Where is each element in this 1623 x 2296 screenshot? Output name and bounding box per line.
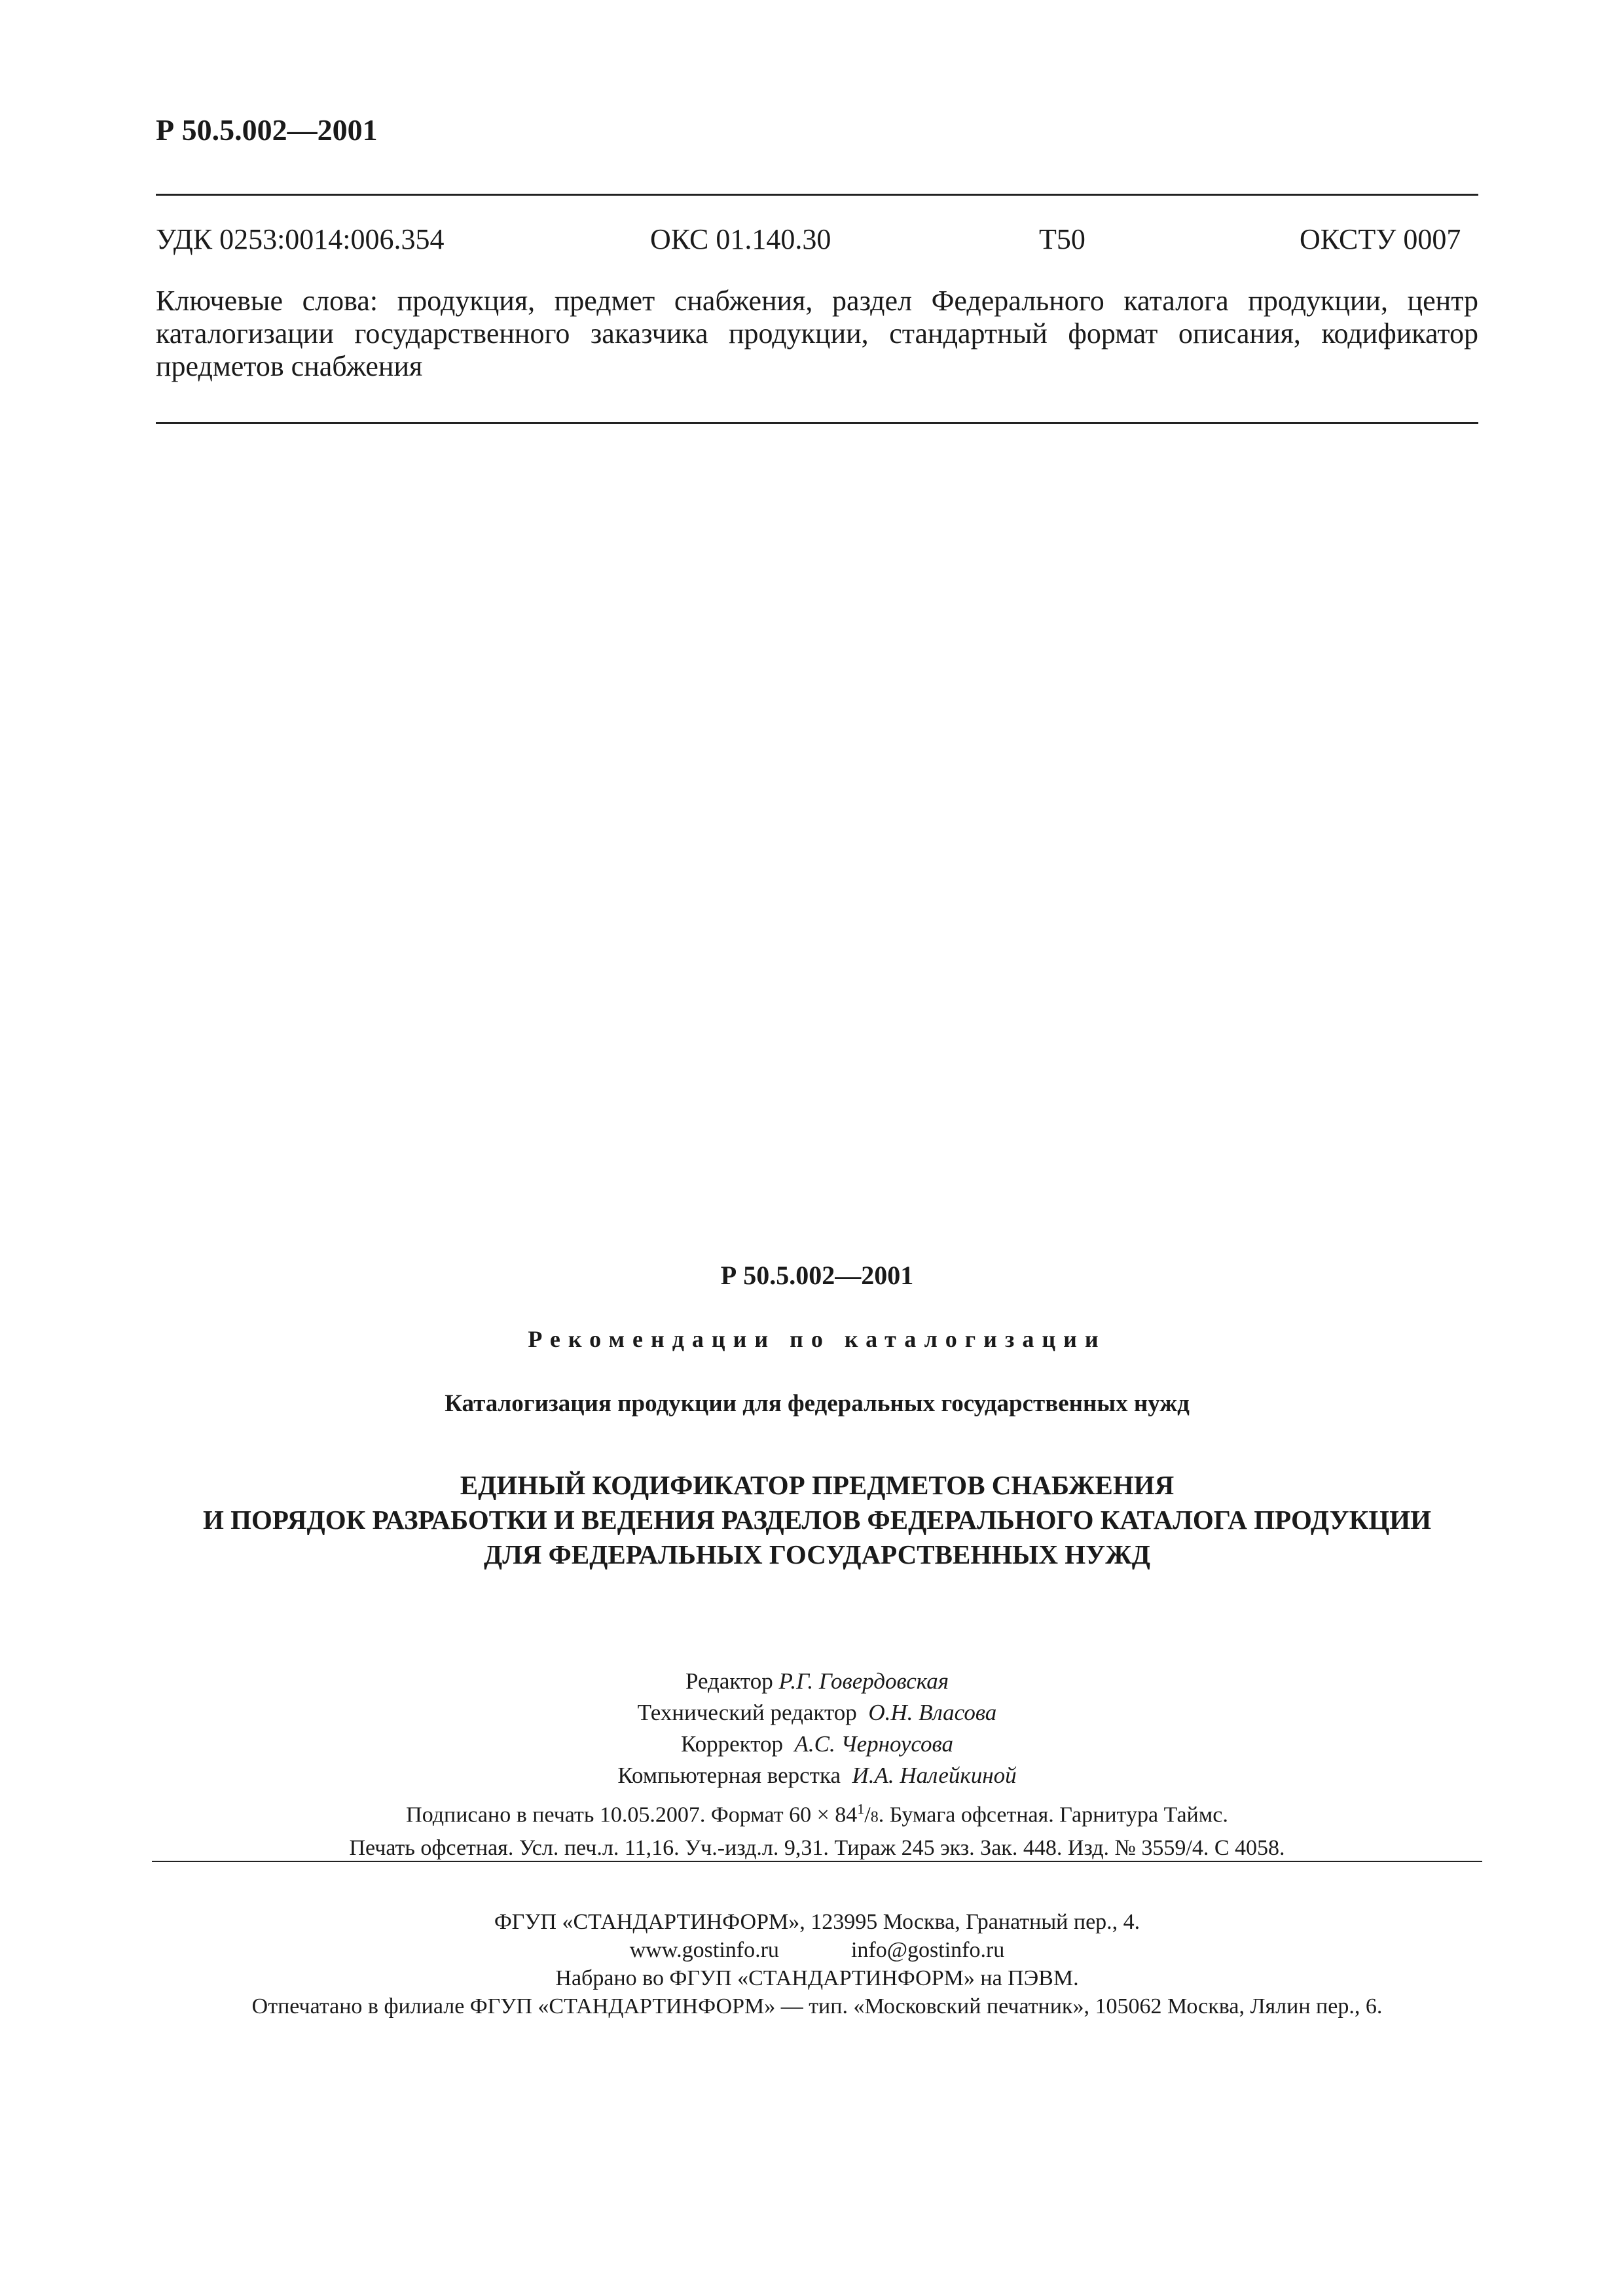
publisher-contacts (156, 1936, 1478, 1964)
print-line-1 (156, 1793, 1478, 1833)
credit-role: Технический редактор (637, 1700, 857, 1725)
title-line: И ПОРЯДОК РАЗРАБОТКИ И ВЕДЕНИЯ РАЗДЕЛОВ ФЕДЕРАЛЬНОГО КАТАЛОГА ПРОДУКЦИИ (202, 1505, 1432, 1535)
okstu-code: ОКСТУ 0007 (1300, 223, 1461, 255)
top-rule (156, 194, 1478, 196)
credit-name: Р.Г. Говердовская (778, 1668, 949, 1694)
keywords-paragraph: Ключевые слова: продукция, предмет снабжения, раздел Федерального каталога продукции, центр каталогизации государственного заказчика продукции, стандартный формат описания, кодификатор предметов снабжения (156, 285, 1478, 382)
format-sup: 1 (857, 1801, 865, 1817)
document-main-title (156, 1468, 1478, 1572)
document-subtitle: Каталогизация продукции для федеральных государственных нужд (445, 1390, 1190, 1417)
credit-name: А.С. Черноусова (794, 1731, 953, 1757)
keywords-rule (156, 422, 1478, 424)
publisher-website: www.gostinfo.ru (629, 1938, 779, 1962)
format-slash: / (864, 1803, 871, 1827)
credit-role: Компьютерная верстка (617, 1763, 841, 1788)
udk-code: УДК 0253:0014:006.354 (156, 223, 445, 255)
colophon-doc-code: Р 50.5.002—2001 (720, 1261, 914, 1290)
format-sub: 8 (870, 1808, 879, 1826)
title-line: ЕДИНЫЙ КОДИФИКАТОР ПРЕДМЕТОВ СНАБЖЕНИЯ (460, 1470, 1175, 1500)
typeset-note: Набрано во ФГУП «СТАНДАРТИНФОРМ» на ПЭВМ. (555, 1966, 1079, 1990)
title-line: ДЛЯ ФЕДЕРАЛЬНЫХ ГОСУДАРСТВЕННЫХ НУЖД (484, 1539, 1150, 1570)
credit-role: Редактор (685, 1668, 773, 1694)
series-title: Рекомендации по каталогизации (528, 1326, 1106, 1352)
credit-editor (156, 1666, 1478, 1697)
print-details (156, 1793, 1478, 1863)
print-text: Подписано в печать 10.05.2007. Формат 60 × 84 (406, 1803, 858, 1827)
credit-corrector (156, 1729, 1478, 1760)
print-text: . Бумага офсетная. Гарнитура Таймс. (878, 1803, 1228, 1827)
print-line-2: Печать офсетная. Усл. печ.л. 11,16. Уч.-изд.л. 9,31. Тираж 245 экз. Зак. 448. Изд. № 3559/4. С 4058. (349, 1836, 1285, 1861)
group-code: Т50 (1039, 223, 1085, 255)
publisher-rule (152, 1861, 1482, 1862)
credit-name: О.Н. Власова (868, 1700, 997, 1725)
credit-role: Корректор (681, 1731, 784, 1757)
page-header-code: Р 50.5.002—2001 (156, 113, 378, 147)
oks-code: ОКС 01.140.30 (650, 223, 831, 255)
credit-name: И.А. Налейкиной (852, 1763, 1017, 1788)
credits-block (156, 1666, 1478, 1791)
publisher-block (156, 1908, 1478, 2020)
publisher-address: ФГУП «СТАНДАРТИНФОРМ», 123995 Москва, Гранатный пер., 4. (494, 1910, 1140, 1934)
credit-tech-editor (156, 1697, 1478, 1729)
credit-layout (156, 1760, 1478, 1791)
printed-note: Отпечатано в филиале ФГУП «СТАНДАРТИНФОРМ» — тип. «Московский печатник», 105062 Москва, Лялин пер., 6. (251, 1994, 1383, 2018)
publisher-email: info@gostinfo.ru (850, 1938, 1005, 1962)
